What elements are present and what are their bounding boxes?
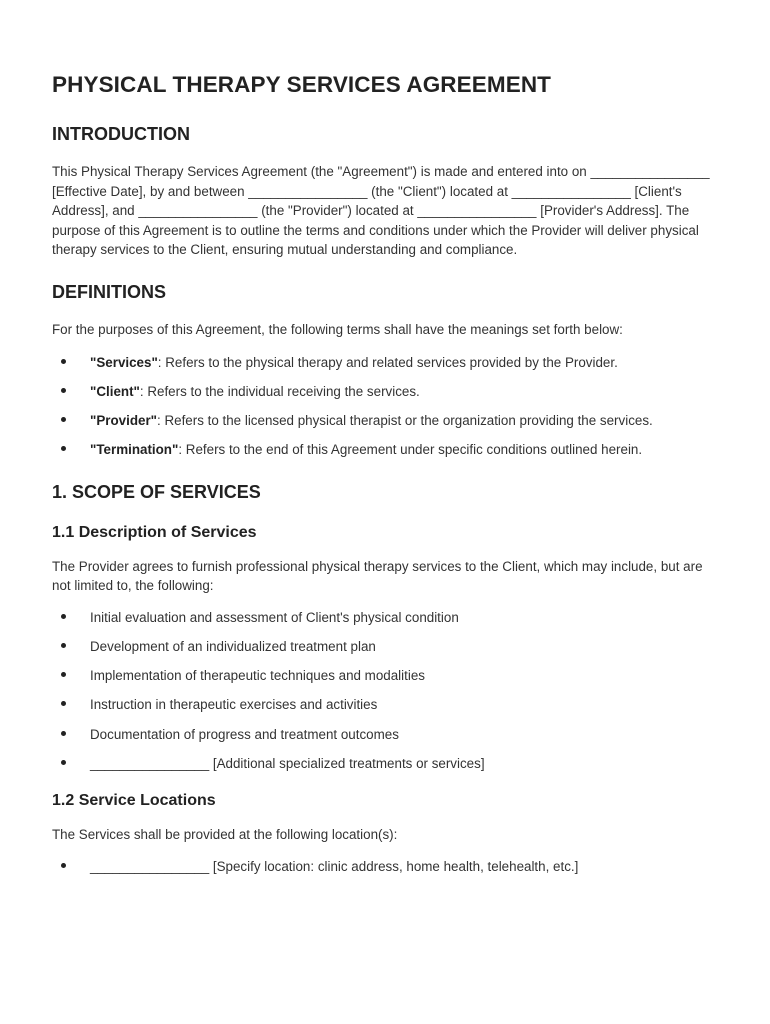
bullet-icon [61, 417, 66, 422]
bullet-icon [61, 672, 66, 677]
definition-term: "Client" [90, 383, 140, 399]
list-item: ________________ [Specify location: clinic address, home health, telehealth, etc.] [52, 857, 720, 877]
document-title: PHYSICAL THERAPY SERVICES AGREEMENT [52, 72, 552, 97]
list-item: Development of an individualized treatment plan [52, 637, 720, 657]
bullet-icon [61, 643, 66, 648]
definitions-heading: DEFINITIONS [52, 281, 167, 302]
definition-text: : Refers to the physical therapy and related services provided by the Provider. [157, 354, 618, 370]
definition-term: "Provider" [90, 412, 158, 428]
scope-heading: 1. SCOPE OF SERVICES [52, 481, 261, 502]
list-item: Implementation of therapeutic techniques and modalities [52, 666, 720, 686]
definition-term: "Termination" [90, 442, 179, 458]
definition-item [52, 382, 720, 402]
locations-heading: 1.2 Service Locations [52, 792, 216, 810]
definition-item [52, 440, 720, 460]
definition-text: : Refers to the end of this Agreement under specific conditions outlined herein. [178, 442, 643, 458]
bullet-icon [61, 863, 66, 868]
list-item: Documentation of progress and treatment outcomes [52, 725, 720, 745]
bullet-icon [61, 731, 66, 736]
list-item: Instruction in therapeutic exercises and activities [52, 695, 720, 715]
services-list [52, 608, 720, 774]
bullet-icon [61, 701, 66, 706]
bullet-icon [61, 446, 66, 451]
definitions-list [52, 353, 720, 460]
introduction-heading: INTRODUCTION [52, 124, 190, 144]
definitions-intro: For the purposes of this Agreement, the following terms shall have the meanings set forth below: [52, 321, 623, 337]
definition-text: : Refers to the licensed physical therapist or the organization providing the services. [157, 412, 653, 428]
introduction-paragraph: This Physical Therapy Services Agreement (the "Agreement") is made and entered into on ________________ [Effective Date], by and between ________________ (the "Client") located at ________________ [Client's Address], and ________________ (the "Provider") located at ________________ [Provider's Address]. The purpose of this Agreement is to outline the terms and conditions under which the Provider will deliver physical therapy services to the Client, ensuring mutual understanding and compliance. [52, 164, 710, 258]
definition-item [52, 353, 720, 373]
definition-text: : Refers to the individual receiving the services. [139, 383, 420, 399]
bullet-icon [61, 614, 66, 619]
definition-term: "Services" [90, 354, 158, 370]
description-heading: 1.1 Description of Services [52, 523, 257, 541]
locations-paragraph: The Services shall be provided at the following location(s): [52, 827, 398, 843]
bullet-icon [61, 760, 66, 765]
list-item: ________________ [Additional specialized treatments or services] [52, 754, 720, 774]
description-paragraph: The Provider agrees to furnish professional physical therapy services to the Client, which may include, but are not limited to, the following: [52, 558, 703, 594]
bullet-icon [61, 359, 66, 364]
list-item: Initial evaluation and assessment of Client's physical condition [52, 608, 720, 628]
locations-list [52, 857, 720, 877]
definition-item [52, 411, 720, 431]
bullet-icon [61, 388, 66, 393]
